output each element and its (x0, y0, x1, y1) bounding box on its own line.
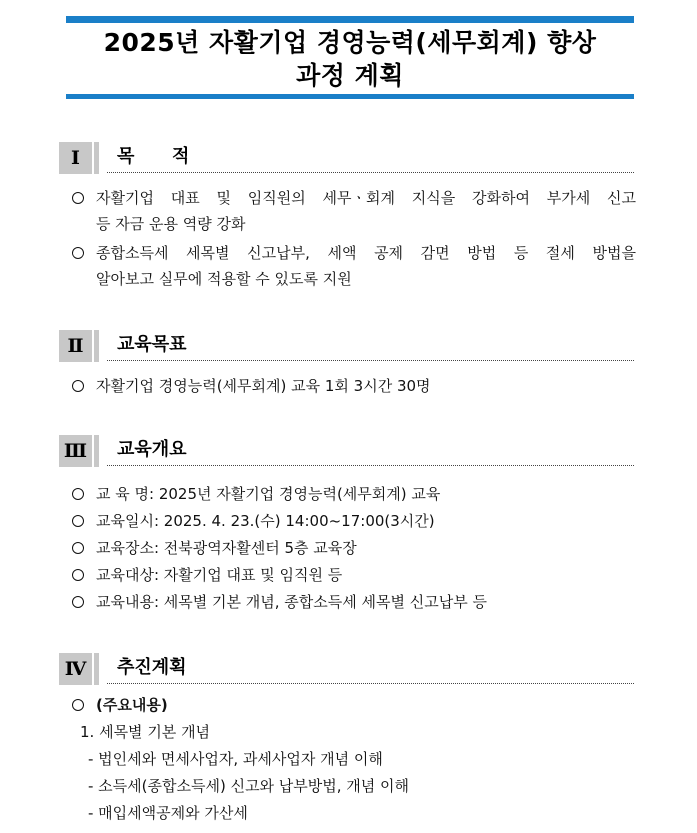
section-rule (107, 465, 634, 466)
purpose-item-1-line-1: 자활기업 대표 및 임직원의 세무ㆍ회계 지식을 강화하여 부가세 신고 (96, 189, 636, 207)
title-line-1: 2025년 자활기업 경영능력(세무회계) 향상 (103, 27, 597, 57)
section-header-1 (59, 139, 634, 174)
purpose-item-2-line-2: 알아보고 실무에 적용할 수 있도록 지원 (96, 270, 352, 288)
overview-item-content: 교육내용: 세목별 기본 개념, 종합소득세 세목별 신고납부 등 (96, 593, 487, 611)
title-line-2: 과정 계획 (296, 60, 404, 90)
section-header-3 (59, 432, 634, 467)
section-rule (107, 683, 634, 684)
section-number-3: Ⅲ (59, 435, 92, 467)
section-bar (94, 142, 99, 174)
section-number-1: Ⅰ (59, 142, 92, 174)
section-title-1: 목 적 (117, 146, 190, 167)
circle-bullet-icon (72, 569, 84, 581)
section-number-4: Ⅳ (59, 653, 92, 685)
circle-bullet-icon (72, 192, 84, 204)
circle-bullet-icon (72, 380, 84, 392)
circle-bullet-icon (72, 596, 84, 608)
page-title (66, 23, 634, 94)
section-title-4: 추진계획 (117, 657, 187, 678)
section-number-2: Ⅱ (59, 330, 92, 362)
circle-bullet-icon (72, 699, 84, 711)
section-title-2: 교육목표 (117, 334, 187, 355)
goal-item-1: 자활기업 경영능력(세무회계) 교육 1회 3시간 30명 (96, 377, 431, 395)
circle-bullet-icon (72, 542, 84, 554)
plan-dash-item-3: - 매입세액공제와 가산세 (88, 804, 248, 822)
overview-item-name: 교 육 명: 2025년 자활기업 경영능력(세무회계) 교육 (96, 485, 441, 503)
title-bottom-rule (66, 94, 634, 99)
section-bar (94, 435, 99, 467)
title-top-rule (66, 16, 634, 23)
section-bar (94, 653, 99, 685)
section-bar (94, 330, 99, 362)
circle-bullet-icon (72, 515, 84, 527)
section-rule (107, 172, 634, 173)
section-rule (107, 360, 634, 361)
section-header-4 (59, 650, 634, 685)
section-title-3: 교육개요 (117, 439, 187, 460)
section-header-2 (59, 327, 634, 362)
overview-item-target: 교육대상: 자활기업 대표 및 임직원 등 (96, 566, 343, 584)
circle-bullet-icon (72, 247, 84, 259)
overview-item-place: 교육장소: 전북광역자활센터 5층 교육장 (96, 539, 357, 557)
purpose-item-1-line-2: 등 자금 운용 역량 강화 (96, 215, 246, 233)
purpose-item-2-line-1: 종합소득세 세목별 신고납부, 세액 공제 감면 방법 등 절세 방법을 (96, 244, 636, 262)
plan-subheading: 1. 세목별 기본 개념 (80, 723, 211, 741)
plan-heading: (주요내용) (96, 696, 168, 714)
circle-bullet-icon (72, 488, 84, 500)
overview-item-date: 교육일시: 2025. 4. 23.(수) 14:00~17:00(3시간) (96, 512, 435, 530)
plan-dash-item-1: - 법인세와 면세사업자, 과세사업자 개념 이해 (88, 750, 383, 768)
plan-dash-item-2: - 소득세(종합소득세) 신고와 납부방법, 개념 이해 (88, 777, 410, 795)
